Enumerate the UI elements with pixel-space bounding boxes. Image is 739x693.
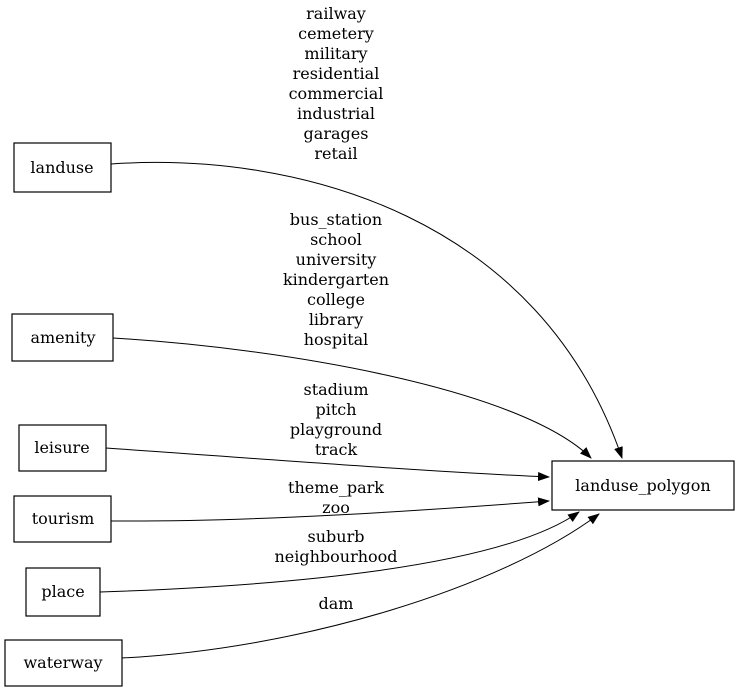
node-tourism-label: tourism — [31, 509, 95, 528]
node-amenity — [12, 314, 113, 361]
edge-label-line: industrial — [296, 104, 376, 123]
node-leisure — [19, 425, 106, 471]
edge-label-line: bus_station — [289, 210, 383, 229]
edge-place-to-landuse_polygon — [100, 512, 579, 592]
node-leisure-label: leisure — [34, 438, 90, 457]
edge-label-line: theme_park — [288, 478, 384, 497]
edge-label-line: railway — [306, 4, 366, 23]
node-landuse_polygon — [552, 461, 734, 510]
node-landuse — [14, 143, 111, 192]
edge-label-line: pitch — [315, 400, 357, 419]
edge-label-line: garages — [303, 124, 369, 143]
edge-line-landuse — [111, 162, 622, 458]
edge-label-line: library — [308, 310, 364, 329]
edge-label-line: hospital — [303, 330, 369, 349]
edge-label-line: military — [304, 44, 368, 63]
node-landuse_polygon-label: landuse_polygon — [575, 476, 711, 495]
edge-tourism-to-landuse_polygon — [111, 478, 549, 521]
edge-label-line: track — [314, 440, 358, 459]
node-waterway-label: waterway — [23, 653, 103, 672]
edge-label-line: college — [306, 290, 366, 309]
node-amenity-label: amenity — [30, 328, 96, 347]
node-tourism — [14, 496, 111, 542]
edge-label-line: commercial — [288, 84, 384, 103]
node-waterway — [5, 640, 122, 686]
edge-label-line: university — [295, 250, 377, 269]
edge-label-line: playground — [289, 420, 383, 439]
edge-label-line: residential — [292, 64, 380, 83]
edge-leisure-to-landuse_polygon — [106, 380, 549, 477]
edge-label-line: dam — [318, 594, 354, 613]
edge-label-line: cemetery — [298, 24, 374, 43]
edge-label-line: retail — [314, 144, 358, 163]
edge-group — [100, 4, 622, 658]
node-place-label: place — [41, 582, 85, 601]
edge-label-line: suburb — [307, 527, 365, 546]
edge-label-line: neighbourhood — [274, 547, 398, 566]
node-place — [26, 568, 100, 616]
edge-label-line: kindergarten — [282, 270, 390, 289]
node-landuse-label: landuse — [30, 158, 94, 177]
edge-label-line: school — [310, 230, 362, 249]
edge-label-line: zoo — [322, 498, 350, 517]
edge-label-line: stadium — [303, 380, 369, 399]
